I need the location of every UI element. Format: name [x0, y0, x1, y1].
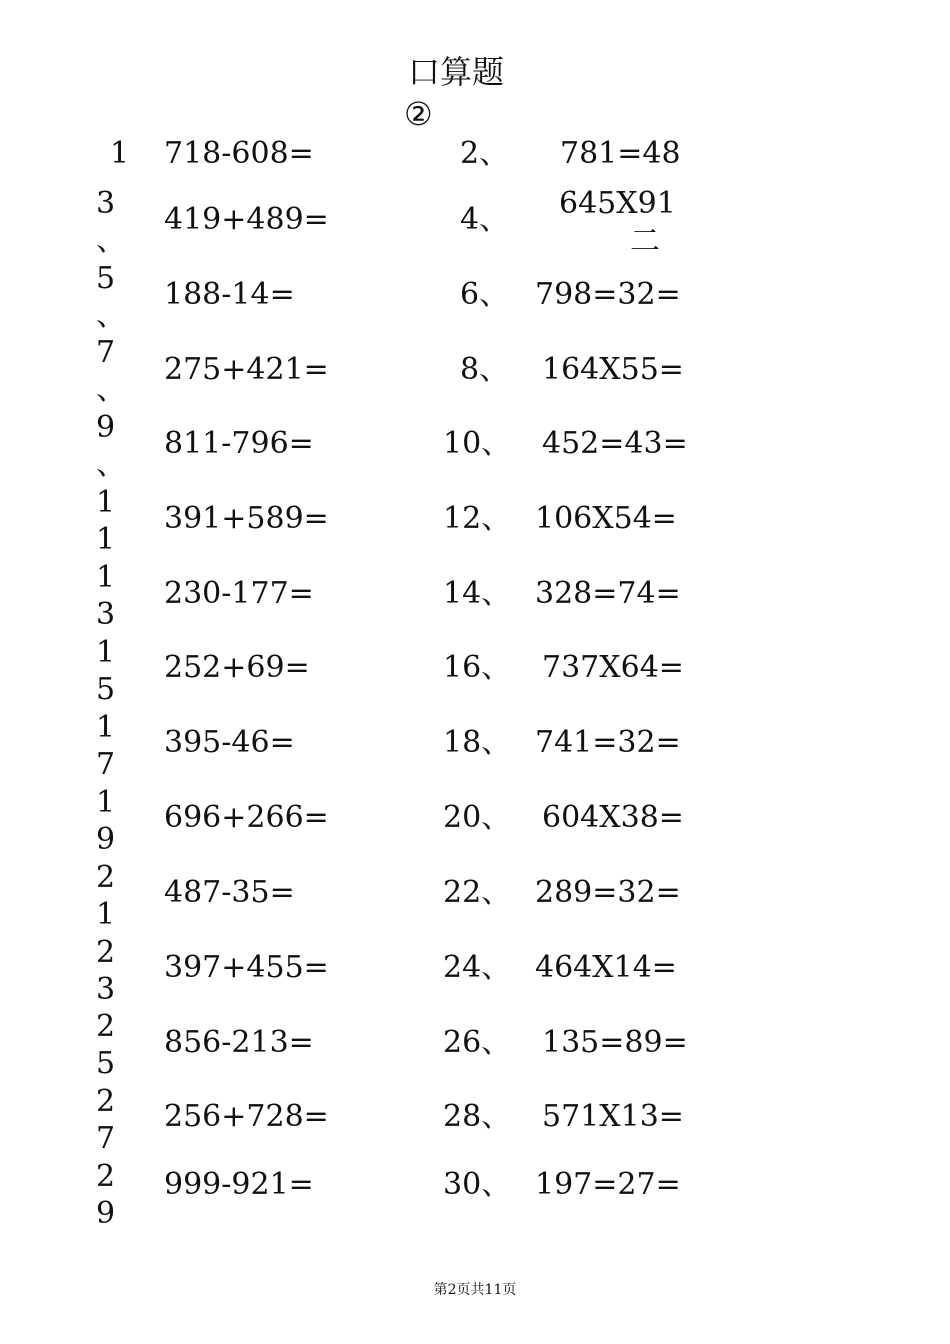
left-problem-number: 5 、 [96, 261, 126, 333]
problem-row [0, 784, 950, 859]
problem-row [0, 1083, 950, 1158]
right-problem-expression: 781=48 [560, 136, 681, 171]
left-problem-number: 7 、 [96, 335, 126, 407]
right-problem-number: 20、 [443, 800, 512, 835]
left-problem-expression: 397+455= [164, 950, 329, 985]
right-problem-number: 10、 [443, 426, 512, 461]
right-problem-number: 4、 [460, 202, 510, 237]
problem-row [0, 859, 950, 934]
right-problem-number: 22、 [443, 875, 512, 910]
page-title: 口算题 [408, 53, 505, 91]
right-problem-number: 28、 [443, 1099, 512, 1134]
left-problem-expression: 811-796= [164, 426, 314, 461]
left-problem-number: 2 1 [96, 860, 116, 932]
left-problem-expression: 230-177= [164, 576, 314, 611]
right-problem-number: 24、 [443, 950, 512, 985]
left-problem-expression: 395-46= [164, 725, 295, 760]
left-problem-expression: 718-608= [164, 136, 314, 171]
right-problem-expression: 289=32= [535, 875, 681, 910]
left-problem-expression: 275+421= [164, 352, 329, 387]
left-problem-expression: 256+728= [164, 1099, 329, 1134]
left-problem-expression: 188-14= [164, 277, 295, 312]
problem-row [0, 484, 950, 559]
right-problem-expression: 106X54= [535, 501, 677, 536]
right-problem-expression: 464X14= [535, 950, 677, 985]
problem-row [0, 185, 950, 260]
left-problem-expression: 419+489= [164, 202, 329, 237]
left-problem-expression: 999-921= [164, 1167, 314, 1202]
right-problem-number: 14、 [443, 576, 512, 611]
left-problem-number: 1 [110, 136, 130, 171]
right-problem-number: 18、 [443, 725, 512, 760]
left-problem-number: 1 5 [96, 635, 116, 707]
right-problem-expression: 135=89= [542, 1025, 688, 1060]
problem-row [0, 634, 950, 709]
right-problem-expression: 741=32= [535, 725, 681, 760]
right-problem-number: 26、 [443, 1025, 512, 1060]
problem-row [0, 709, 950, 784]
problem-row [0, 1158, 950, 1233]
right-problem-expression: 604X38= [542, 800, 684, 835]
right-problem-expression: 798=32= [535, 277, 681, 312]
right-problem-expression: 197=27= [535, 1167, 681, 1202]
left-problem-expression: 252+69= [164, 650, 310, 685]
page-footer: 第2页共11页 [433, 1282, 517, 1298]
left-problem-expression: 696+266= [164, 800, 329, 835]
right-problem-expression: 571X13= [542, 1099, 684, 1134]
left-problem-number: 1 3 [96, 560, 116, 632]
problem-row [0, 409, 950, 484]
left-problem-number: 1 1 [96, 485, 116, 557]
left-problem-expression: 856-213= [164, 1025, 314, 1060]
right-problem-expression: 164X55= [542, 352, 684, 387]
left-problem-number: 1 9 [96, 785, 116, 857]
right-problem-expression: 452=43= [542, 426, 688, 461]
left-problem-number: 3 、 [96, 186, 126, 258]
problem-row [0, 934, 950, 1009]
problem-row [0, 1008, 950, 1083]
left-problem-number: 2 7 [96, 1084, 116, 1156]
left-problem-number: 2 9 [96, 1159, 116, 1231]
right-problem-expression: 645X91 [559, 186, 676, 221]
right-problem-number: 6、 [460, 277, 510, 312]
right-problem-number: 2、 [460, 136, 510, 171]
problem-row [0, 334, 950, 409]
left-problem-number: 2 5 [96, 1009, 116, 1081]
right-problem-number: 12、 [443, 501, 512, 536]
left-problem-number: 2 3 [96, 935, 116, 1007]
page-subtitle: ② [404, 95, 433, 133]
right-problem-number: 30、 [443, 1167, 512, 1202]
left-problem-expression: 487-35= [164, 875, 295, 910]
right-problem-number: 16、 [443, 650, 512, 685]
left-problem-number: 9 、 [96, 410, 126, 482]
problem-row [0, 559, 950, 634]
left-problem-expression: 391+589= [164, 501, 329, 536]
right-problem-number: 8、 [460, 352, 510, 387]
left-problem-number: 1 7 [96, 710, 116, 782]
right-problem-expression: 737X64= [542, 650, 684, 685]
problem-row [0, 260, 950, 335]
right-problem-expression: 328=74= [535, 576, 681, 611]
right-problem-expression-wrap: 二 [630, 224, 660, 259]
